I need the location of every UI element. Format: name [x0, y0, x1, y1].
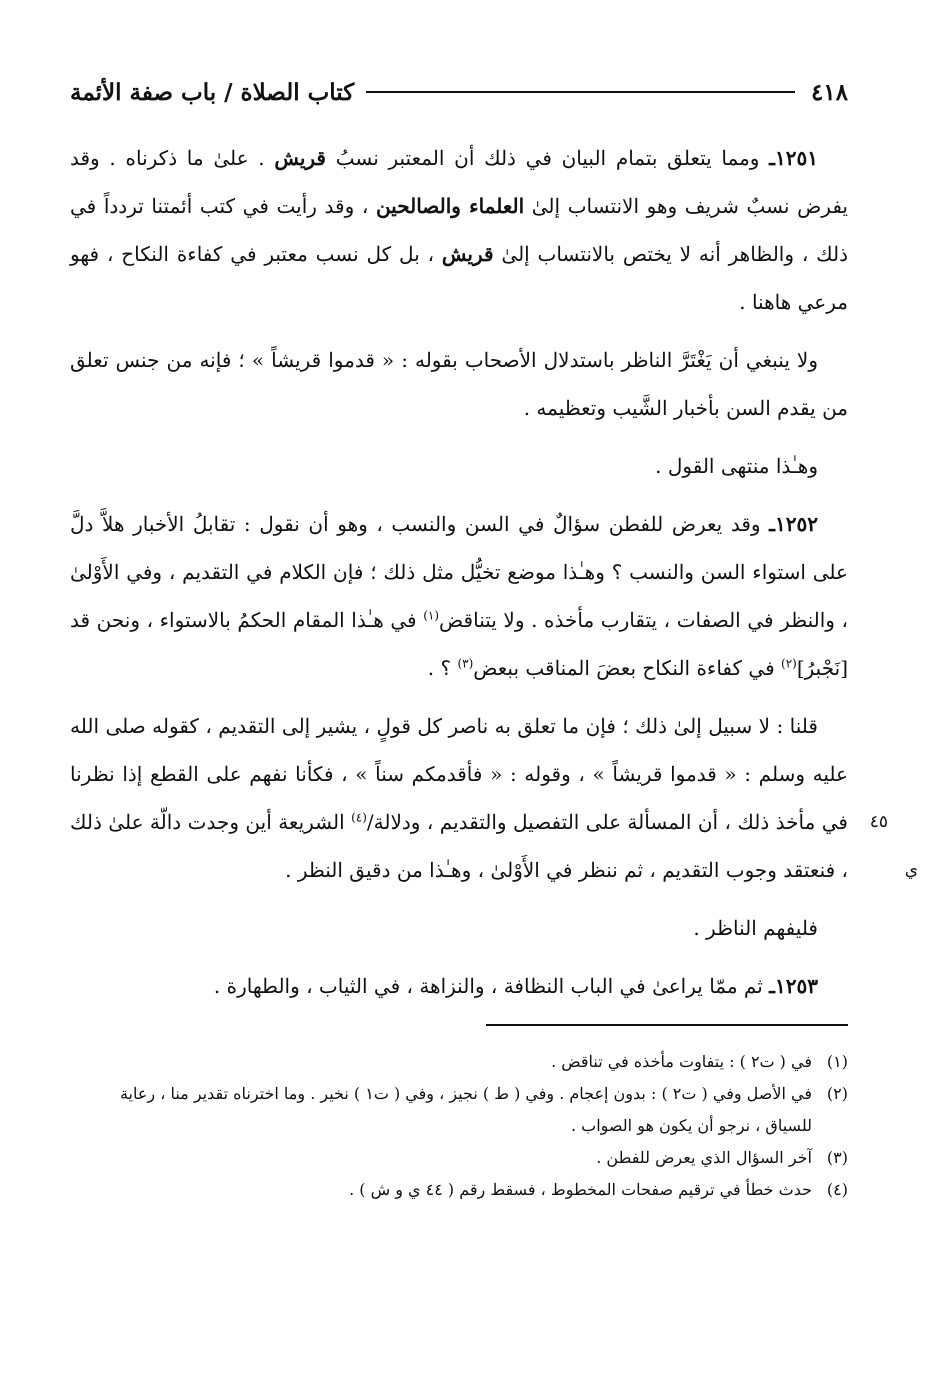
- paragraph-number: ١٢٥١ـ: [769, 146, 818, 170]
- manuscript-margin-note: ٤٥ ي: [869, 812, 918, 880]
- footnote-text: حدث خطأ في ترقيم صفحات المخطوط ، فسقط رقم ( ٤٤ ي و ش ) .: [349, 1180, 812, 1199]
- text-run: في هـٰذا المقام الحكمُ بالاستواء ، ونحن قد [نَجْبرُ]: [70, 608, 848, 680]
- footnote-text: في ( ت٢ ) : يتفاوت مأخذه في تناقض .: [551, 1052, 812, 1071]
- text-run: ومما يتعلق بتمام البيان في ذلك أن المعتبر نسبُ: [326, 146, 770, 170]
- footnote: [70, 1078, 848, 1142]
- running-title: كتاب الصلاة / باب صفة الأئمة: [70, 78, 355, 106]
- book-page: [70, 70, 918, 1370]
- text-run: في كفاءة النكاح بعضَ المناقب ببعض: [473, 656, 782, 680]
- main-text: [70, 134, 918, 1010]
- footnote: [70, 1142, 848, 1174]
- paragraph-number: ١٢٥٢ـ: [769, 512, 818, 536]
- text-run: ثم ممّا يراعىٰ في الباب النظافة ، والنزاهة ، في الثياب ، والطهارة .: [213, 974, 770, 998]
- footnote: [70, 1046, 848, 1078]
- header-rule: [366, 91, 795, 93]
- text-run: ، وقد رأيت في كتب أئمتنا تردداً في ذلك ، والظاهر أنه لا يختص بالانتساب إلىٰ: [70, 194, 848, 266]
- paragraph-answer: [70, 702, 918, 894]
- footnote-text: في الأصل وفي ( ت٢ ) : بدون إعجام . وفي ( ط ) نجيز ، وفي ( ت١ ) نخير . وما اخترناه تقدير منا ، رعاية للسياق ، نرجو أن يكون هو الصواب .: [119, 1084, 812, 1135]
- footnote-ref[interactable]: (١): [423, 608, 440, 623]
- text-run: قلنا : لا سبيل إلىٰ ذلك ؛ فإن ما تعلق به ناصر كل قولٍ ، يشير إلى التقديم ، كقوله صلى الله عليه وسلم : « قدموا قريشاً » ، وقوله : « فأقدمكم سناً » ، فكأنا نفهم على القطع إذا نظرنا في مأخذ ذلك ، أن المسألة على التفصيل والتقديم ، ودلالة/: [70, 714, 848, 834]
- text-run: وقد يعرض للفطن سؤالٌ في السن والنسب ، وهو أن نقول : تقابلُ الأخبار هلاَّ دلَّ على استواء السن والنسب ؟ وهـٰذا موضع تخيُّل مثل ذلك ؛ فإن الكلام في التقديم ، وفي الأَوْلىٰ ، والنظر في الصفات ، يتقارب مأخذه . ولا يتناقض: [70, 512, 848, 632]
- text-run: الشريعة أين وجدت دالّة علىٰ ذلك ، فنعتقد وجوب التقديم ، ثم ننظر في الأَوْلىٰ ، وهـٰذا من دقيق النظر .: [70, 810, 848, 882]
- page-header: [70, 70, 848, 114]
- footnote-ref[interactable]: (٢): [781, 656, 797, 671]
- footnote: [70, 1174, 848, 1206]
- page-number: ٤١٨: [810, 78, 848, 106]
- footnote-number: (٢): [826, 1084, 848, 1103]
- paragraph-number: ١٢٥٣ـ: [769, 974, 818, 998]
- footnote-text: آخر السؤال الذي يعرض للفطن .: [596, 1148, 812, 1167]
- text-run: ؟ .: [427, 656, 458, 680]
- paragraph-text: وهـٰذا منتهى القول .: [655, 454, 818, 478]
- paragraph-text: فليفهم الناظر .: [693, 916, 818, 940]
- bold-term: العلماء والصالحين: [375, 194, 525, 218]
- footnote-ref[interactable]: (٤): [351, 810, 367, 825]
- paragraph-1252: [70, 500, 848, 692]
- text-run: ، بل كل نسب معتبر في كفاءة النكاح ، فهو مرعي هاهنا .: [70, 242, 848, 314]
- footnote-number: (٤): [826, 1180, 848, 1199]
- footnotes: [70, 1046, 848, 1206]
- footnote-number: (١): [826, 1052, 848, 1071]
- text-run: . علىٰ ما ذكرناه . وقد يفرض نسبٌ شريف وهو الانتساب إلىٰ: [70, 146, 849, 218]
- footnote-separator: [486, 1024, 848, 1026]
- footnote-ref[interactable]: (٣): [457, 656, 474, 671]
- paragraph-text: ولا ينبغي أن يَغْتَرَّ الناظر باستدلال الأصحاب بقوله : « قدموا قريشاً » ؛ فإنه من جنس تعلق من يقدم السن بأخبار الشَّيب وتعظيمه .: [70, 348, 848, 420]
- footnote-number: (٣): [826, 1148, 848, 1167]
- bold-term: قريش: [441, 242, 494, 266]
- paragraph-1253: [70, 962, 848, 1010]
- bold-term: قريش: [274, 146, 326, 170]
- paragraph-1251: [70, 134, 848, 326]
